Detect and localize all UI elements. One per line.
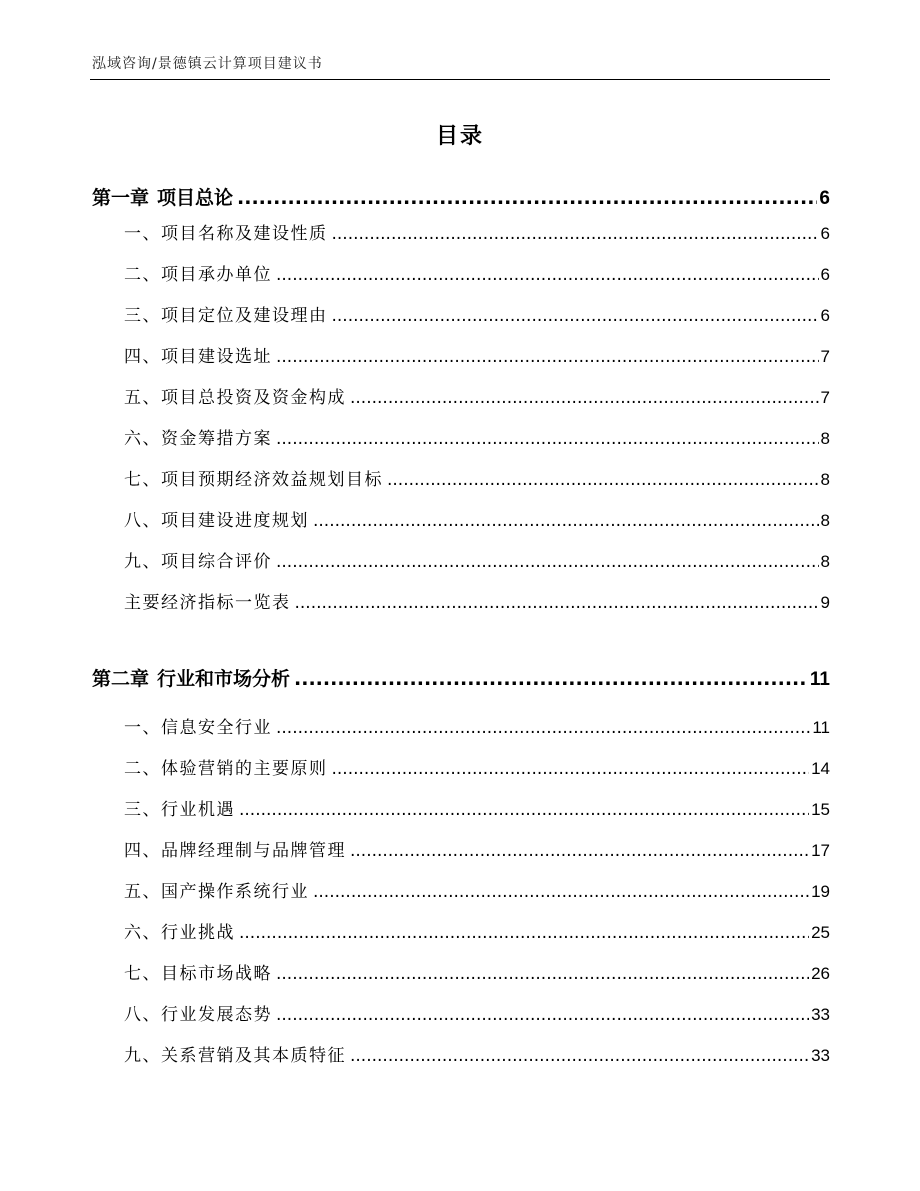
toc-chapter-2[interactable]: [92, 664, 830, 691]
dot-leader: [387, 470, 819, 490]
section-number: 二、: [124, 759, 161, 779]
section-title: 项目总投资及资金构成: [161, 388, 346, 408]
section-page-number: 8: [820, 470, 830, 489]
section-title: 行业挑战: [161, 923, 235, 943]
section-title: 项目名称及建设性质: [161, 224, 328, 244]
toc-entry[interactable]: [124, 795, 830, 820]
section-page-number: 33: [811, 1005, 830, 1024]
dot-leader: [313, 882, 809, 902]
toc-entry[interactable]: [124, 506, 830, 531]
toc-chapter-1[interactable]: [92, 183, 830, 210]
section-number: 一、: [124, 718, 161, 738]
dot-leader: [295, 593, 819, 613]
dot-leader: [276, 718, 810, 738]
section-number: 四、: [124, 347, 161, 367]
toc-entry[interactable]: [124, 465, 830, 490]
section-title: 行业发展态势: [161, 1005, 272, 1025]
section-title: 项目承办单位: [161, 265, 272, 285]
header-divider: [90, 79, 830, 80]
section-page-number: 9: [820, 593, 830, 612]
section-page-number: 7: [820, 388, 830, 407]
chapter-page-number: 6: [819, 188, 830, 209]
section-number: 六、: [124, 429, 161, 449]
section-page-number: 11: [812, 718, 830, 737]
dot-leader: [237, 187, 817, 209]
chapter-number: 第二章: [92, 668, 150, 690]
section-number: 七、: [124, 470, 161, 490]
section-title: 品牌经理制与品牌管理: [161, 841, 346, 861]
dot-leader: [276, 265, 819, 285]
section-number: 二、: [124, 265, 161, 285]
toc-entry[interactable]: [124, 383, 830, 408]
section-title: 项目建设进度规划: [161, 511, 309, 531]
section-page-number: 25: [811, 923, 830, 942]
section-title: 行业机遇: [161, 800, 235, 820]
section-number: 九、: [124, 552, 161, 572]
section-title: 体验营销的主要原则: [161, 759, 328, 779]
section-title: 项目预期经济效益规划目标: [161, 470, 383, 490]
toc-entry[interactable]: [124, 877, 830, 902]
dot-leader: [350, 388, 819, 408]
dot-leader: [239, 923, 809, 943]
section-page-number: 6: [820, 224, 830, 243]
section-number: 三、: [124, 306, 161, 326]
toc-entry[interactable]: [124, 754, 830, 779]
chapter-number: 第一章: [92, 187, 150, 209]
toc-title: 目录: [435, 124, 484, 149]
section-page-number: 14: [811, 759, 830, 778]
section-number: 七、: [124, 964, 161, 984]
toc-entry[interactable]: [124, 547, 830, 572]
toc-entry[interactable]: [124, 424, 830, 449]
section-page-number: 33: [811, 1046, 830, 1065]
dot-leader: [294, 668, 808, 690]
section-title: 目标市场战略: [161, 964, 272, 984]
section-number: 四、: [124, 841, 161, 861]
section-number: 五、: [124, 882, 161, 902]
toc-entry[interactable]: [124, 836, 830, 861]
dot-leader: [332, 306, 819, 326]
dot-leader: [313, 511, 819, 531]
section-title: 资金筹措方案: [161, 429, 272, 449]
section-page-number: 7: [820, 347, 830, 366]
chapter-title: 行业和市场分析: [157, 668, 291, 690]
dot-leader: [350, 1046, 809, 1066]
section-page-number: 8: [820, 429, 830, 448]
section-number: 五、: [124, 388, 161, 408]
toc-entry[interactable]: [124, 301, 830, 326]
toc-entry[interactable]: [124, 260, 830, 285]
section-page-number: 19: [811, 882, 830, 901]
section-title: 信息安全行业: [161, 718, 272, 738]
section-page-number: 8: [820, 552, 830, 571]
dot-leader: [276, 347, 819, 367]
section-page-number: 15: [811, 800, 830, 819]
section-page-number: 6: [820, 265, 830, 284]
header-text: 泓域咨询/景德镇云计算项目建议书: [92, 56, 323, 72]
section-title: 项目建设选址: [161, 347, 272, 367]
section-title: 主要经济指标一览表: [124, 593, 291, 613]
toc-entry[interactable]: [124, 959, 830, 984]
chapter-page-number: 11: [809, 669, 830, 690]
section-page-number: 26: [811, 964, 830, 983]
section-title: 国产操作系统行业: [161, 882, 309, 902]
section-number: 三、: [124, 800, 161, 820]
dot-leader: [350, 841, 809, 861]
dot-leader: [276, 964, 809, 984]
dot-leader: [276, 429, 819, 449]
toc-entry[interactable]: [124, 1000, 830, 1025]
dot-leader: [332, 224, 819, 244]
dot-leader: [276, 552, 819, 572]
section-title: 项目综合评价: [161, 552, 272, 572]
section-page-number: 8: [820, 511, 830, 530]
toc-entry[interactable]: [124, 918, 830, 943]
section-title: 关系营销及其本质特征: [161, 1046, 346, 1066]
toc-entry[interactable]: [124, 219, 830, 244]
toc-entry[interactable]: [124, 1041, 830, 1066]
dot-leader: [239, 800, 809, 820]
section-number: 一、: [124, 224, 161, 244]
dot-leader: [276, 1005, 809, 1025]
toc-entry[interactable]: [124, 342, 830, 367]
dot-leader: [332, 759, 810, 779]
toc-entry[interactable]: [124, 713, 830, 738]
section-number: 八、: [124, 1005, 161, 1025]
section-page-number: 17: [811, 841, 830, 860]
chapter-title: 项目总论: [157, 187, 234, 209]
section-page-number: 6: [820, 306, 830, 325]
section-number: 九、: [124, 1046, 161, 1066]
toc-entry[interactable]: [124, 588, 830, 613]
section-number: 八、: [124, 511, 161, 531]
section-number: 六、: [124, 923, 161, 943]
section-title: 项目定位及建设理由: [161, 306, 328, 326]
